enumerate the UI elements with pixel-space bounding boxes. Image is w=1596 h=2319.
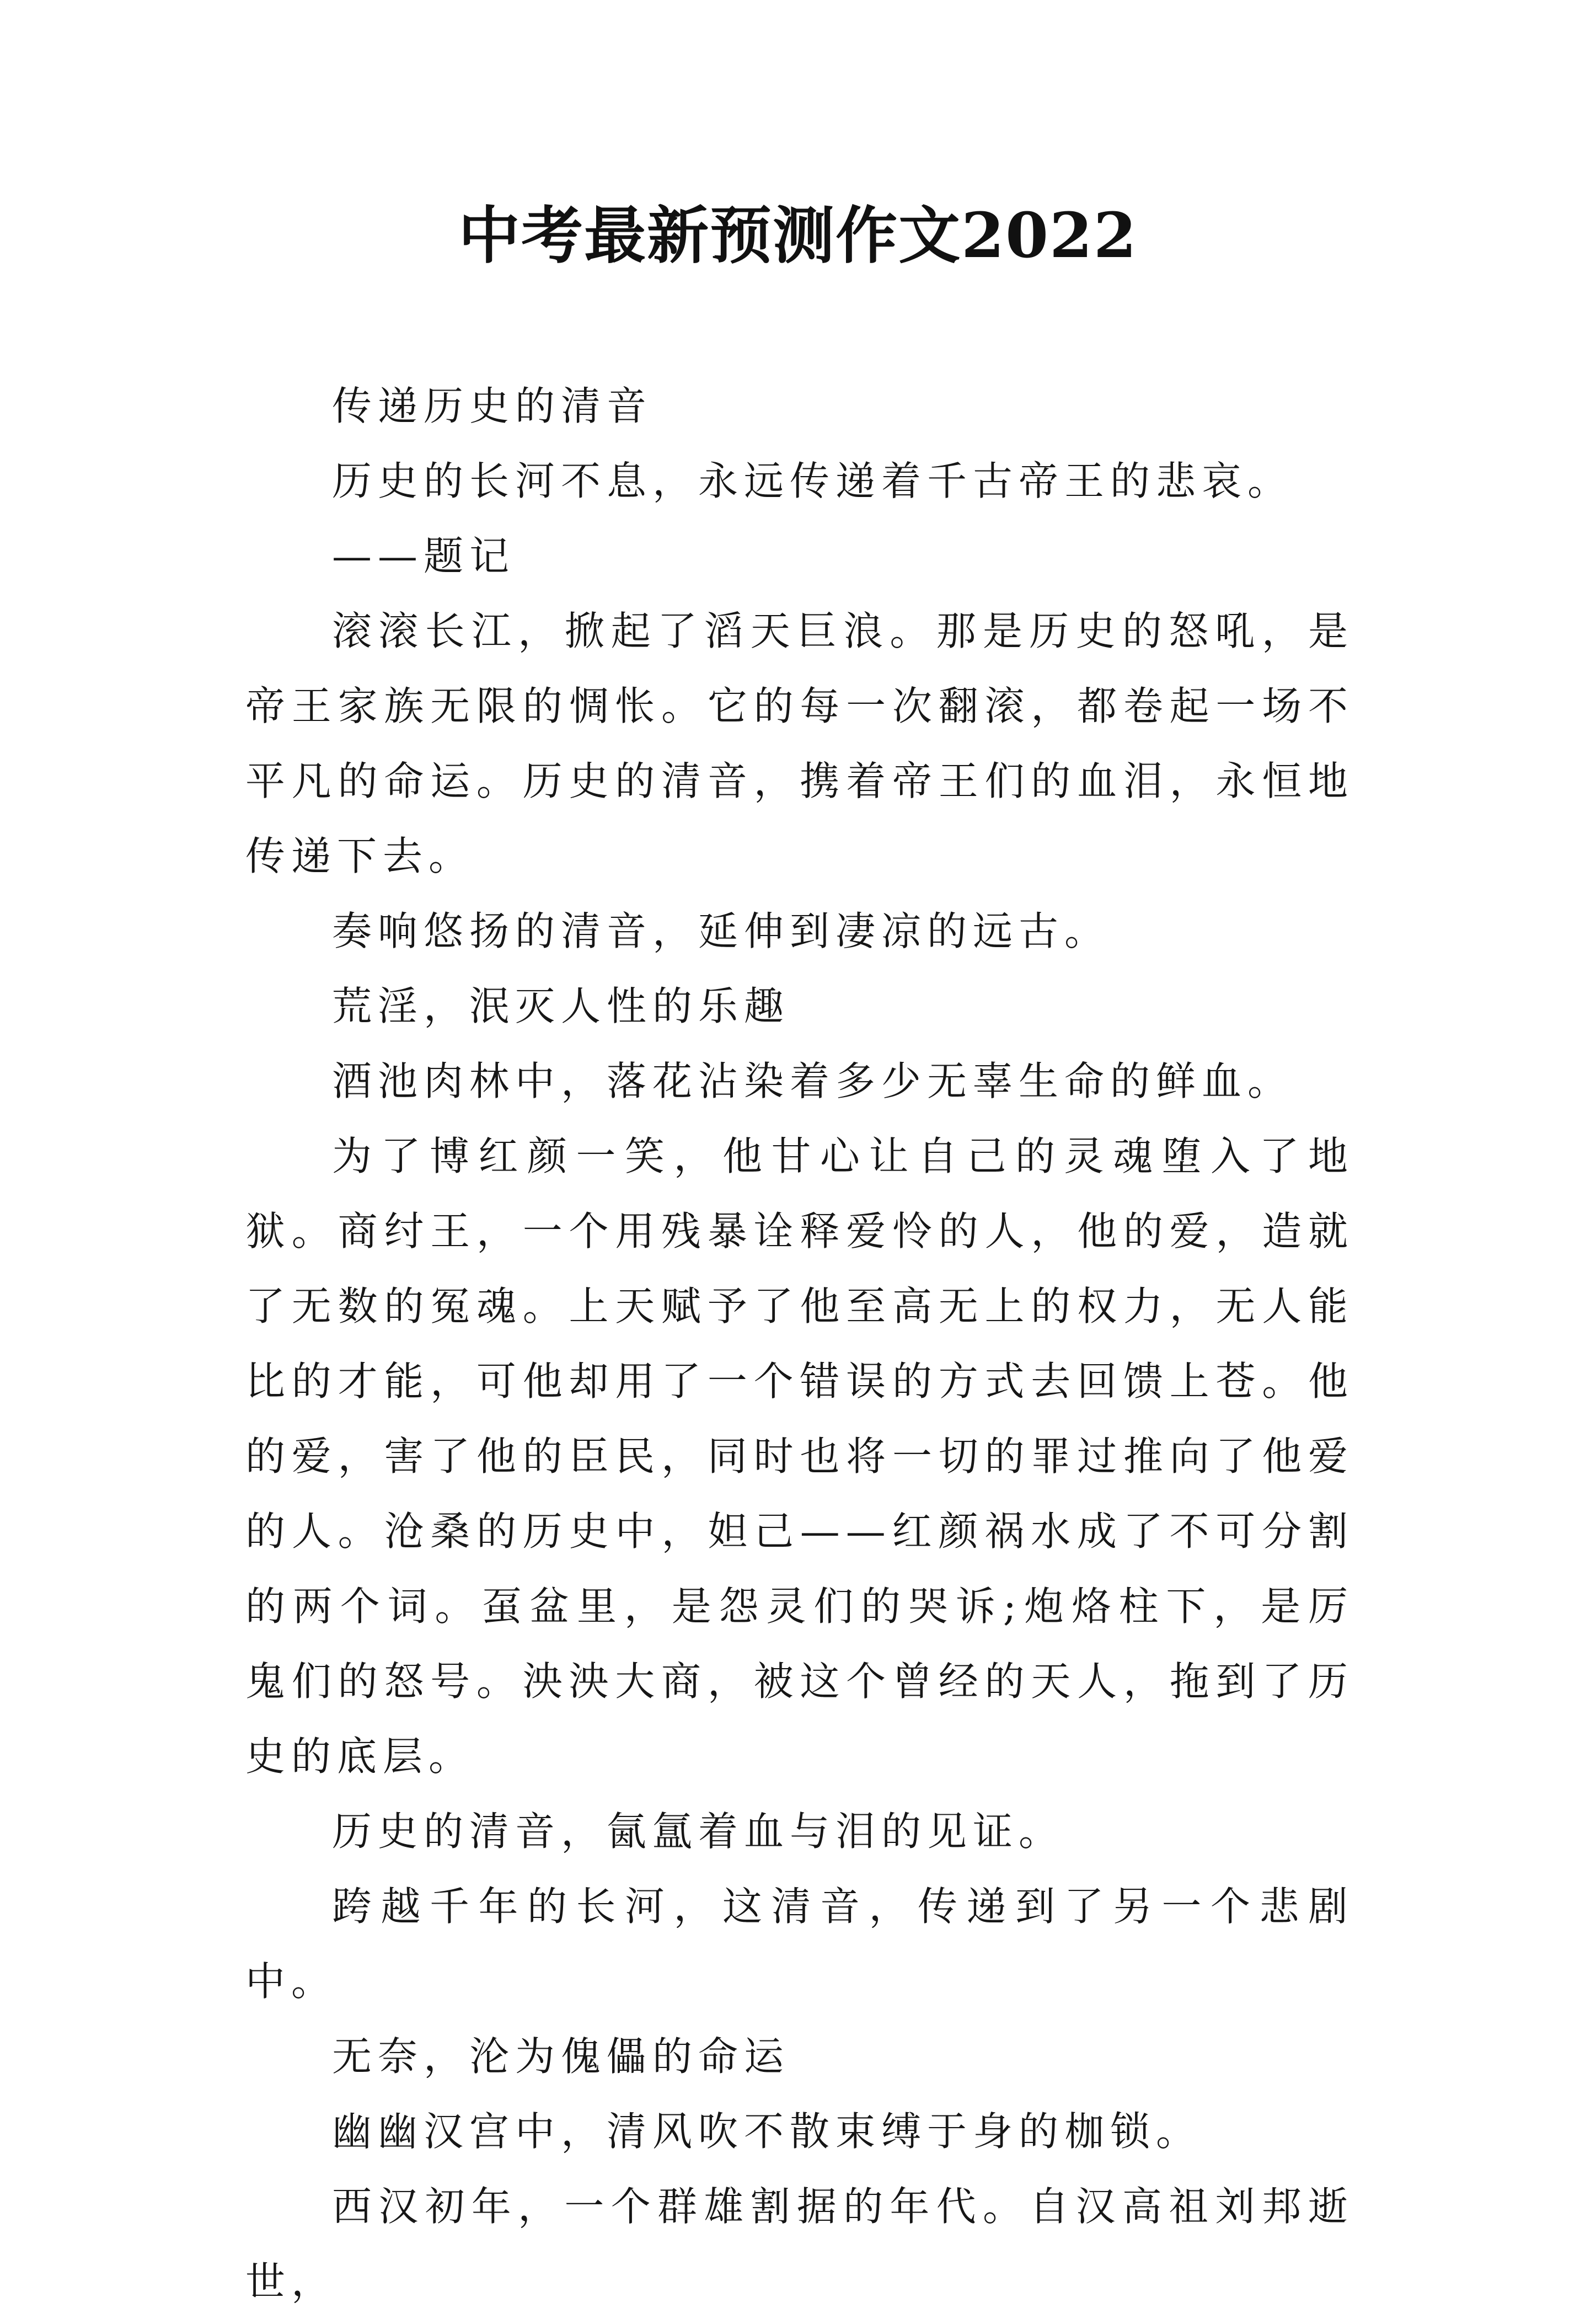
paragraph: 跨越千年的长河，这清音，传递到了另一个悲剧中。 — [245, 1883, 1354, 2005]
paragraph: 历史的清音，氤氲着血与泪的见证。 — [332, 1808, 1065, 1855]
document-body — [245, 368, 1354, 2319]
paragraph: 西汉初年，一个群雄割据的年代。自汉高祖刘邦逝世， — [245, 2183, 1354, 2305]
essay-heading: 传递历史的清音 — [332, 383, 653, 429]
paragraph: 奏响悠扬的清音，延伸到凄凉的远古。 — [332, 908, 1111, 954]
paragraph: 幽幽汉宫中，清风吹不散束缚于身的枷锁。 — [332, 2108, 1202, 2155]
paragraph: 为了博红颜一笑，他甘心让自己的灵魂堕入了地狱。商纣王，一个用残暴诠释爱怜的人，他的爱，造就了无数的冤魂。上天赋予了他至高无上的权力，无人能比的才能，可他却用了一个错误的方式去回馈上苍。他的爱，害了他的臣民，同时也将一切的罪过推向了他爱的人。沧桑的历史中，妲己——红颜祸水成了不可分割的两个词。虿盆里，是怨灵们的哭诉;炮烙柱下，是厉鬼们的怒号。泱泱大商，被这个曾经的天人，拖到了历史的底层。 — [245, 1133, 1354, 1780]
section-heading: 荒淫，泯灭人性的乐趣 — [332, 983, 790, 1029]
paragraph: 滚滚长江，掀起了滔天巨浪。那是历史的怒吼，是帝王家族无限的惆怅。它的每一次翻滚，都卷起一场不平凡的命运。历史的清音，携着帝王们的血泪，永恒地传递下去。 — [245, 608, 1354, 879]
paragraph: 酒池肉林中，落花沾染着多少无辜生命的鲜血。 — [332, 1058, 1294, 1104]
epigraph-text: 历史的长河不息，永远传递着千古帝王的悲哀。 — [332, 458, 1294, 504]
document-title: 中考最新预测作文2022 — [458, 200, 1138, 272]
epigraph-attribution: ——题记 — [332, 533, 516, 579]
section-heading: 无奈，沦为傀儡的命运 — [332, 2033, 790, 2080]
